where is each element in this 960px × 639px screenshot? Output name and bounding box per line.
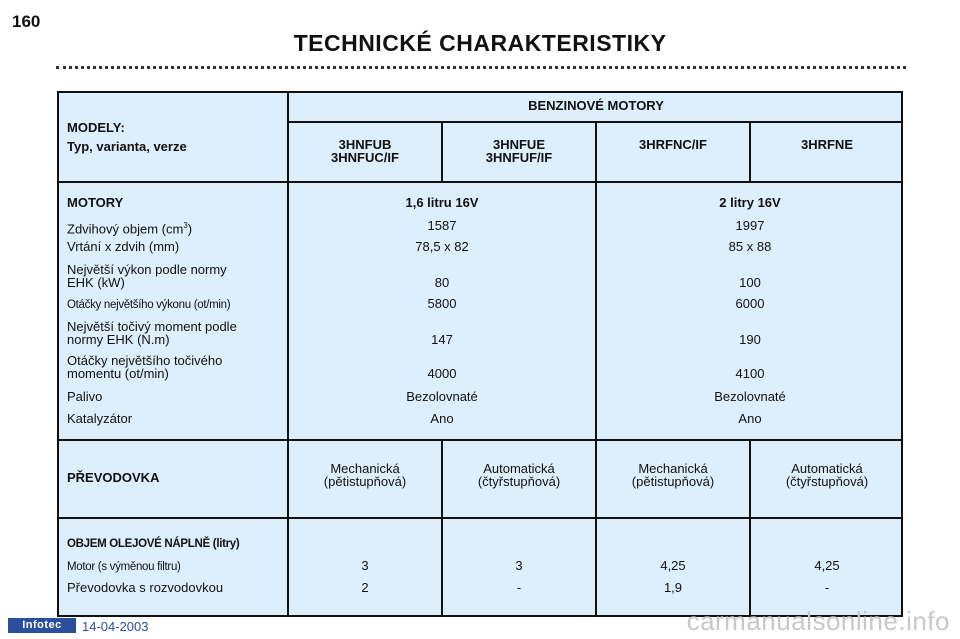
- oil-section-label: OBJEM OLEJOVÉ NÁPLNĚ (litry): [67, 538, 240, 550]
- engine-section-label: MOTORY: [67, 195, 124, 210]
- row-label-fuel: Palivo: [67, 389, 103, 404]
- engine-group-2: 2 litry 16V: [719, 195, 781, 210]
- gearbox-value-4-line1: Automatická: [791, 461, 863, 476]
- engine-group-1: 1,6 litru 16V: [405, 195, 479, 210]
- row-label-engine-oil: Motor (s výměnou filtru): [67, 561, 181, 573]
- col-divider: [287, 93, 289, 617]
- max-power-rpm-value-2: 6000: [735, 296, 765, 311]
- row-label-catalyst: Katalyzátor: [67, 411, 133, 426]
- gearbox-value-2-line2: (čtyřstupňová): [477, 474, 561, 489]
- row-label-max-torque-line2: normy EHK (N.m): [67, 332, 170, 347]
- variant-2-line2: 3HNFUF/IF: [485, 150, 553, 165]
- page-title: TECHNICKÉ CHARAKTERISTIKY: [293, 30, 667, 56]
- catalyst-value-2: Ano: [738, 411, 762, 426]
- row-label-max-power: Největší výkon podle normy: [67, 262, 227, 277]
- catalyst-value-1: Ano: [430, 411, 454, 426]
- variant-1-line2: 3HNFUC/IF: [331, 150, 399, 165]
- engine-oil-value-4: 4,25: [814, 558, 840, 573]
- engine-oil-value-1: 3: [361, 558, 369, 573]
- page-number: 160: [12, 12, 41, 31]
- row-label-displacement: Zdvihový objem $(cm^3)$: [67, 221, 193, 237]
- variant-3-line1: 3HRFNC/IF: [639, 137, 707, 152]
- gearbox-section-label: PŘEVODOVKA: [67, 470, 160, 485]
- max-torque-value-1: 147: [431, 332, 453, 347]
- gearbox-oil-value-4: -: [824, 580, 830, 595]
- variant-2-line1: 3HNFUE: [492, 137, 545, 152]
- spec-table: [57, 91, 903, 617]
- row-label-max-torque: Největší točivý moment podle: [67, 319, 237, 334]
- row-label-gearbox-oil: Převodovka s rozvodovkou: [67, 580, 224, 595]
- group-title: BENZINOVÉ MOTORY: [528, 98, 664, 113]
- engine-oil-value-2: 3: [515, 558, 523, 573]
- row-label-max-power-line2: EHK (kW): [67, 275, 125, 290]
- gearbox-value-2-line1: Automatická: [483, 461, 555, 476]
- fuel-value-1: Bezolovnaté: [406, 389, 478, 404]
- type-label: Typ, varianta, verze: [67, 139, 187, 154]
- engine-oil-value-3: 4,25: [660, 558, 686, 573]
- gearbox-oil-value-3: 1,9: [663, 580, 683, 595]
- dotted-divider: [56, 66, 906, 69]
- max-power-value-1: 80: [434, 275, 450, 290]
- gearbox-oil-value-2: -: [516, 580, 522, 595]
- gearbox-value-3-line2: (pětistupňová): [631, 474, 715, 489]
- row-label-max-torque-rpm: Otáčky největšího točivého: [67, 353, 223, 368]
- gearbox-value-1-line1: Mechanická: [330, 461, 400, 476]
- max-torque-rpm-value-1: 4000: [427, 366, 457, 381]
- bore-stroke-value-1: 78,5 x 82: [415, 239, 469, 254]
- bore-stroke-value-2: 85 x 88: [728, 239, 772, 254]
- displacement-value-1: 1587: [427, 218, 457, 233]
- gearbox-oil-value-1: 2: [361, 580, 369, 595]
- max-power-rpm-value-1: 5800: [427, 296, 457, 311]
- variant-1-line1: 3HNFUB: [338, 137, 392, 152]
- row-divider: [59, 517, 903, 519]
- row-label-max-torque-rpm-line2: momentu (ot/min): [67, 366, 169, 381]
- max-torque-value-2: 190: [739, 332, 761, 347]
- row-divider: [59, 439, 903, 441]
- row-divider: [59, 181, 903, 183]
- models-label: MODELY:: [67, 120, 125, 135]
- displacement-value-2: 1997: [735, 218, 765, 233]
- infotec-logo: Infotec: [8, 618, 76, 633]
- row-label-max-power-rpm: Otáčky největšího výkonu (ot/min): [67, 299, 231, 311]
- fuel-value-2: Bezolovnaté: [714, 389, 786, 404]
- max-torque-rpm-value-2: 4100: [735, 366, 765, 381]
- variant-4-line1: 3HRFNE: [800, 137, 853, 152]
- row-label-bore-stroke: Vrtání x zdvih (mm): [67, 239, 180, 254]
- footer-date: 14-04-2003: [82, 619, 149, 634]
- max-power-value-2: 100: [739, 275, 761, 290]
- watermark: carmanualsonline.info: [686, 606, 950, 636]
- gearbox-value-3-line1: Mechanická: [638, 461, 708, 476]
- gearbox-value-4-line2: (čtyřstupňová): [785, 474, 869, 489]
- gearbox-value-1-line2: (pětistupňová): [323, 474, 407, 489]
